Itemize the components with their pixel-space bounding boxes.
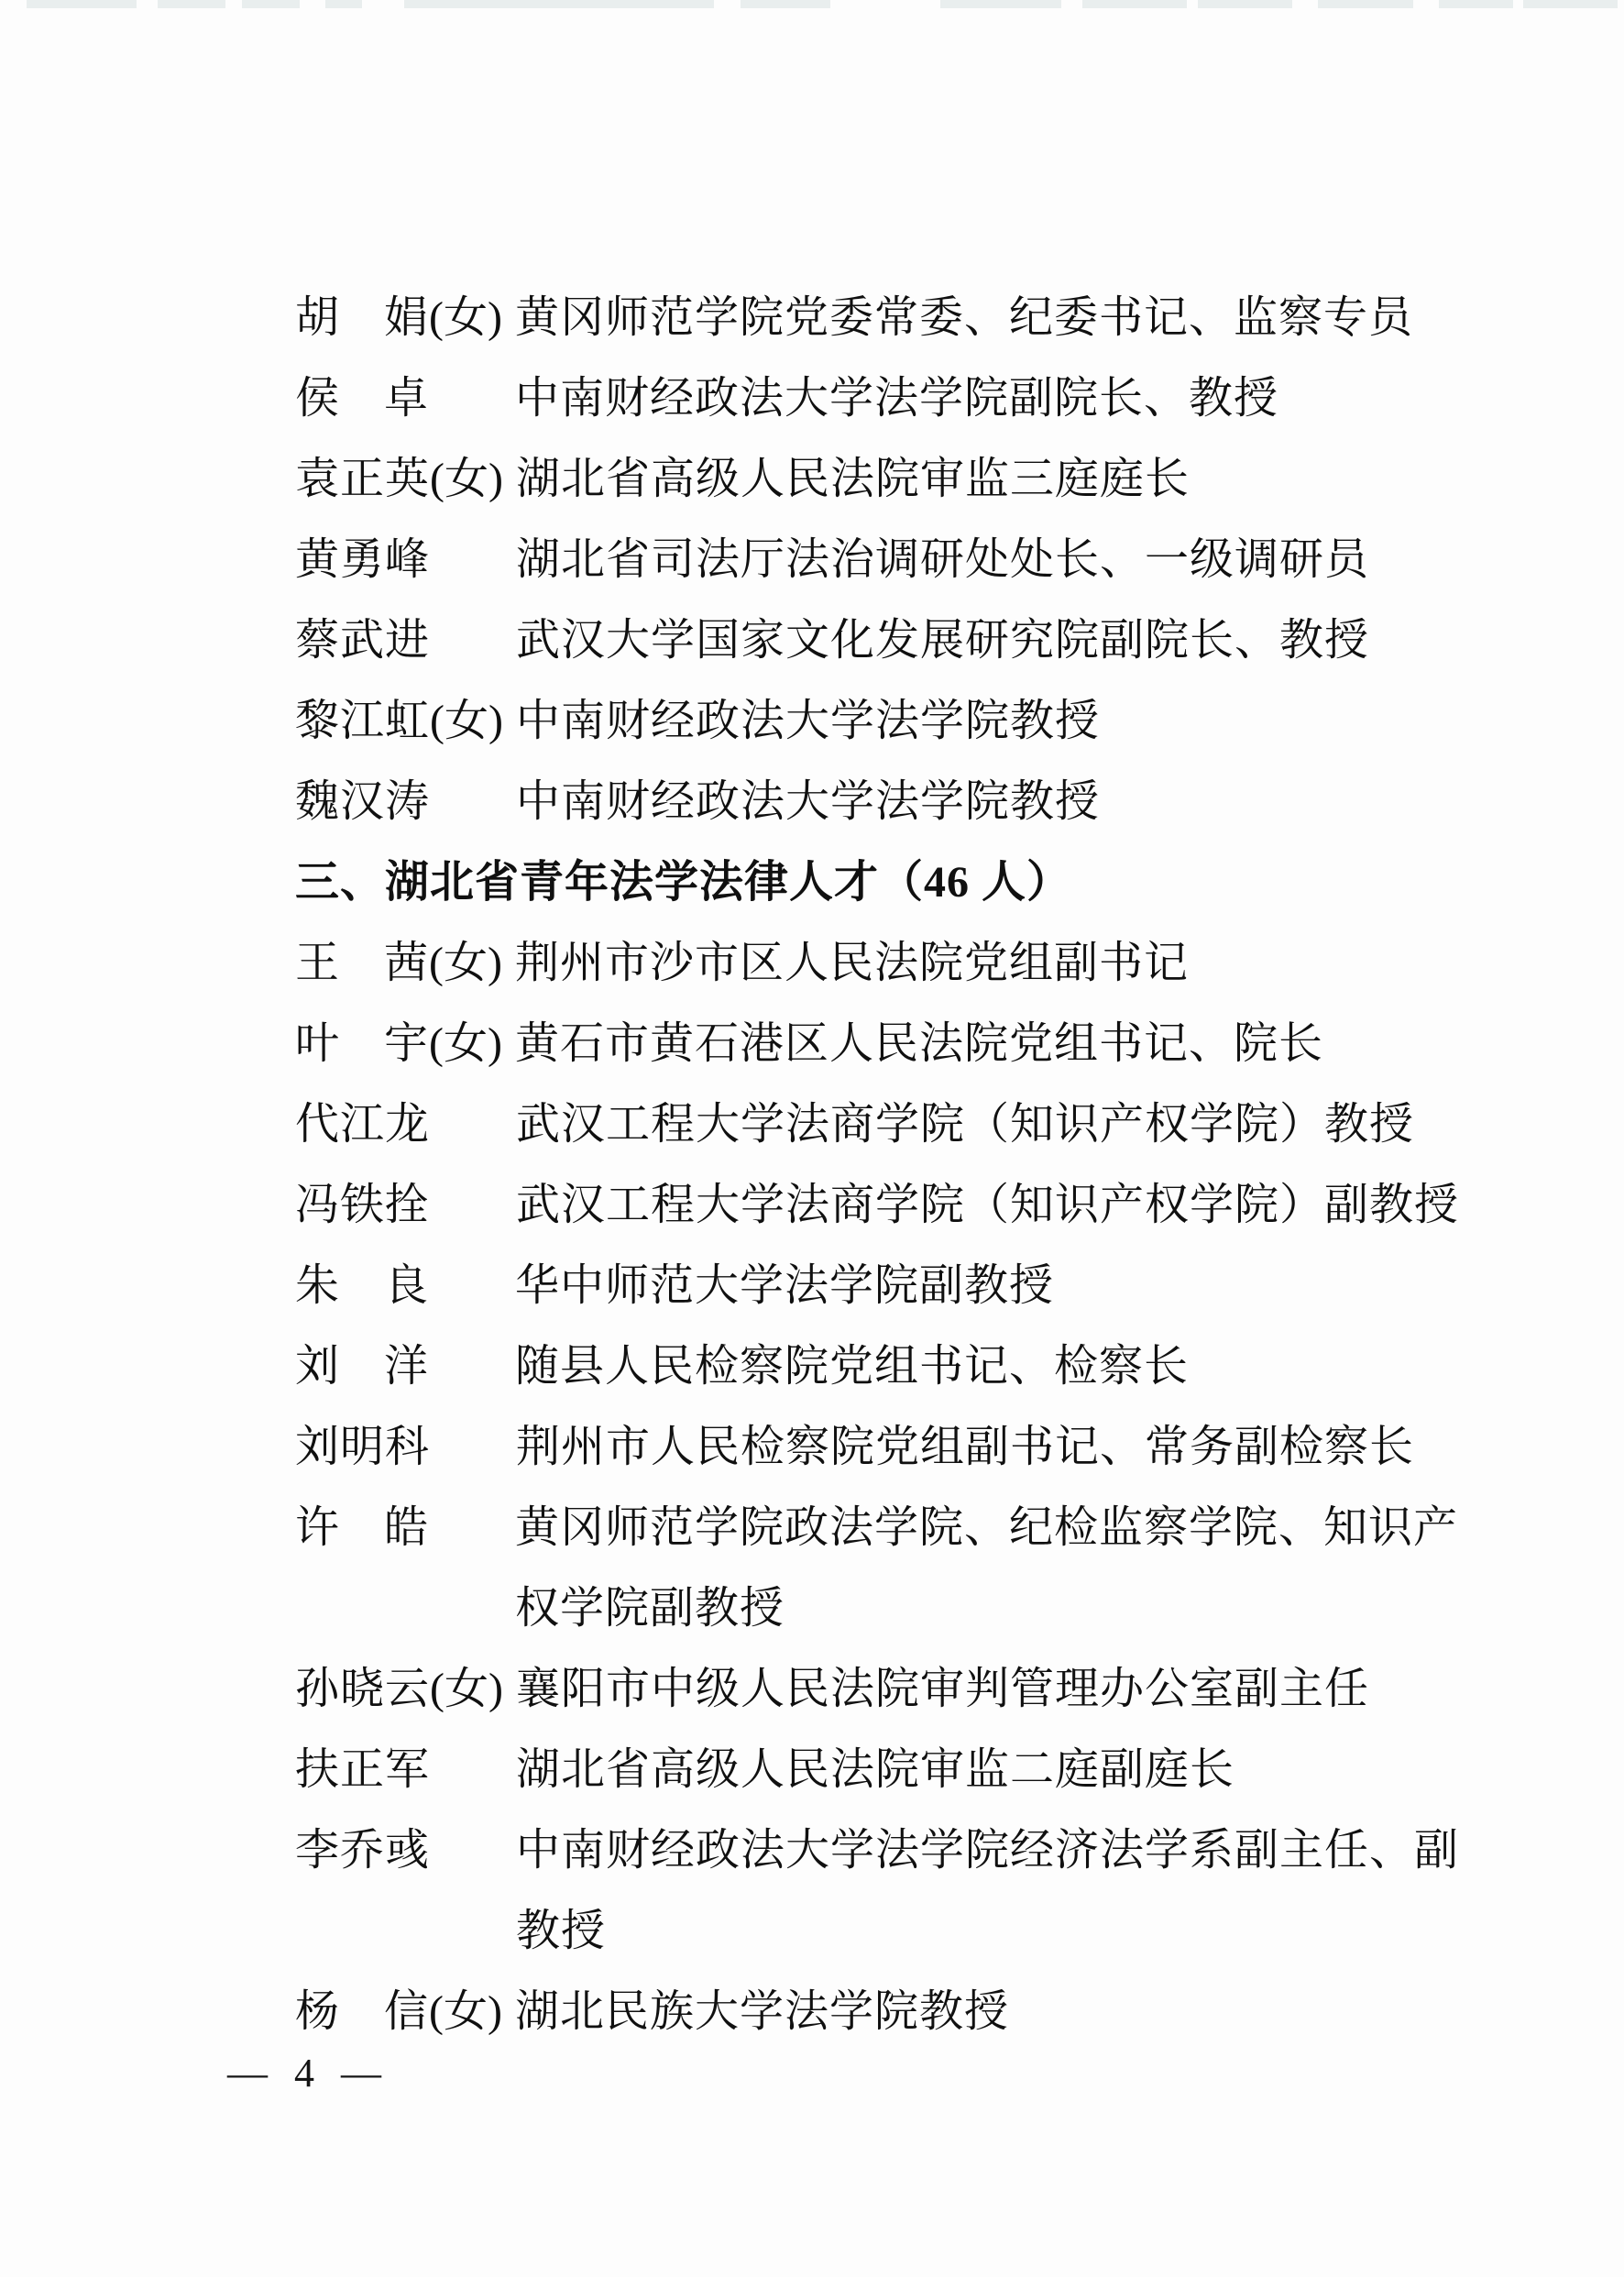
person-title-line: 湖北省高级人民法院审监三庭庭长 [516,455,1191,503]
person-title [515,1972,1487,2052]
person-name-char: 黎 [295,697,341,745]
person-name-char: 彧 [385,1826,431,1875]
scan-artifact-segment [1198,0,1292,8]
person-name-char: 皓 [383,1503,429,1552]
person-title [516,1084,1487,1165]
person-name-char: 龙 [385,1100,431,1149]
person-title [516,681,1487,762]
list-item [295,1326,1487,1407]
list-item [295,1084,1487,1165]
person-title-line: 中南财经政法大学法学院副院长、教授 [515,374,1279,423]
person-name [295,520,430,600]
person-name-char: 科 [385,1423,431,1471]
person-name [295,1488,429,1568]
person-name [295,439,430,520]
scan-artifact-segment [27,0,137,8]
person-name-char: 魏 [295,777,341,826]
person-name-char: 乔 [340,1826,386,1875]
scan-artifact-segment [325,0,362,8]
list-section-youth-talents [295,923,1487,2052]
list-item [295,1488,1487,1649]
gender-marker: (女) [429,1019,502,1068]
person-title-line: 华中师范大学法学院副教授 [515,1261,1055,1310]
list-item [295,1972,1487,2052]
person-title [516,1407,1487,1488]
name-list [295,278,1487,2052]
person-name-char: 杨 [295,1987,341,2036]
scan-artifact-segment [1318,0,1413,8]
person-title [516,762,1487,842]
person-name [295,600,430,681]
person-name-char: 武 [340,616,386,665]
person-name [295,1407,430,1488]
list-item [295,1810,1487,1972]
person-name [295,1730,430,1810]
person-name-char: 信 [383,1987,429,2036]
person-name [295,1084,430,1165]
scan-artifact-segment [741,0,830,8]
person-title-line: 荆州市沙市区人民法院党组副书记 [515,939,1190,987]
person-title-line: 黄冈师范学院政法学院、纪检监察学院、知识产 [515,1503,1459,1552]
page-footer [227,2050,381,2097]
list-item [295,1730,1487,1810]
person-name [295,1649,430,1730]
person-name-char: 扶 [295,1745,341,1794]
person-title-line: 权学院副教授 [515,1584,785,1633]
scan-artifact-segment [1082,0,1187,8]
person-name-char: 朱 [295,1261,341,1310]
person-name-char: 汉 [340,777,386,826]
person-title-line: 湖北省高级人民法院审监二庭副庭长 [516,1745,1235,1794]
person-title-line: 中南财经政法大学法学院教授 [516,777,1101,826]
section-heading: 三、湖北省青年法学法律人才（46 人） [295,858,1072,907]
person-title-line: 湖北民族大学法学院教授 [515,1987,1010,2036]
person-name-char: 孙 [295,1665,341,1713]
person-name-char: 军 [385,1745,431,1794]
list-item [295,1246,1487,1326]
person-name-char: 正 [340,455,386,503]
list-item [295,439,1487,520]
gender-marker: (女) [430,697,504,745]
person-title-line: 中南财经政法大学法学院教授 [516,697,1101,745]
person-title [516,1730,1487,1810]
person-name-char: 江 [340,1100,386,1149]
person-title [515,923,1487,1004]
gender-marker: (女) [430,455,504,503]
person-name-char: 明 [340,1423,386,1471]
person-name-char: 黄 [295,535,341,584]
person-name-char: 代 [295,1100,341,1149]
person-name [295,1810,430,1891]
person-title [515,1488,1487,1649]
person-name-char: 袁 [295,455,341,503]
person-name-char: 云 [385,1665,431,1713]
person-name [295,1326,429,1407]
list-item [295,600,1487,681]
person-title-line: 湖北省司法厅法治调研处处长、一级调研员 [516,535,1370,584]
person-name [295,358,429,439]
person-title-line: 武汉大学国家文化发展研究院副院长、教授 [516,616,1370,665]
scan-artifact-segment [404,0,714,8]
person-name-char: 江 [340,697,386,745]
gender-marker: (女) [430,1665,504,1713]
person-name-char: 正 [340,1745,386,1794]
list-item [295,762,1487,842]
person-title-line: 随县人民检察院党组书记、检察长 [515,1342,1190,1391]
person-title [515,1246,1487,1326]
person-name-char: 英 [385,455,431,503]
person-name [295,1972,429,2052]
person-name [295,1165,430,1246]
list-item [295,520,1487,600]
person-name-char: 李 [295,1826,341,1875]
list-item [295,1407,1487,1488]
person-name [295,1246,429,1326]
scan-artifact-segment [940,0,1061,8]
person-name-char: 卓 [383,374,429,423]
list-item [295,1649,1487,1730]
list-item [295,358,1487,439]
person-title [516,439,1487,520]
person-name-char: 勇 [340,535,386,584]
gender-marker: (女) [429,293,502,342]
person-name [295,278,429,358]
person-name-char: 峰 [385,535,431,584]
person-name-char: 王 [295,939,341,987]
person-title [516,1649,1487,1730]
list-item [295,278,1487,358]
person-name-char: 叶 [295,1019,341,1068]
person-name-char: 虹 [385,697,431,745]
person-title-line: 武汉工程大学法商学院（知识产权学院）教授 [516,1100,1415,1149]
gender-marker: (女) [429,939,502,987]
person-name-char: 拴 [385,1181,431,1229]
person-name-char: 晓 [340,1665,386,1713]
list-item [295,1165,1487,1246]
person-title [516,1165,1487,1246]
person-name-char: 侯 [295,374,341,423]
list-item [295,681,1487,762]
section-heading-row [295,842,1487,923]
person-name-char: 刘 [295,1423,341,1471]
list-item [295,923,1487,1004]
person-title-line: 中南财经政法大学法学院经济法学系副主任、副 [516,1826,1460,1875]
person-name [295,923,429,1004]
person-title [515,358,1487,439]
person-title [516,600,1487,681]
person-name-char: 冯 [295,1181,341,1229]
person-title [515,1326,1487,1407]
person-title-line: 武汉工程大学法商学院（知识产权学院）副教授 [516,1181,1460,1229]
person-name-char: 茜 [383,939,429,987]
person-name-char: 良 [383,1261,429,1310]
scan-artifact-segment [1439,0,1513,8]
scan-artifact-segment [242,0,300,8]
list-item [295,1004,1487,1084]
person-title-line: 黄冈师范学院党委常委、纪委书记、监察专员 [515,293,1414,342]
person-title [516,1810,1487,1972]
gender-marker: (女) [429,1987,502,2036]
person-name [295,681,430,762]
person-name-char: 进 [385,616,431,665]
person-name-char: 铁 [340,1181,386,1229]
person-name-char: 涛 [385,777,431,826]
person-name [295,1004,429,1084]
person-title-line: 襄阳市中级人民法院审判管理办公室副主任 [516,1665,1370,1713]
person-name-char: 刘 [295,1342,341,1391]
person-title-line: 荆州市人民检察院党组副书记、常务副检察长 [516,1423,1415,1471]
person-name-char: 宇 [383,1019,429,1068]
scan-artifact-segment [158,0,225,8]
scan-artifact-segment [1523,0,1618,8]
person-name-char: 胡 [295,293,341,342]
person-name-char: 蔡 [295,616,341,665]
person-name-char: 洋 [383,1342,429,1391]
person-title [516,520,1487,600]
person-name [295,762,430,842]
person-name-char: 娟 [383,293,429,342]
person-title [515,1004,1487,1084]
person-name-char: 许 [295,1503,341,1552]
person-title-line: 教授 [516,1907,607,1955]
list-section-previous-category [295,278,1487,842]
page-number: — 4 — [227,2051,381,2096]
person-title-line: 黄石市黄石港区人民法院党组书记、院长 [515,1019,1324,1068]
person-title [515,278,1487,358]
